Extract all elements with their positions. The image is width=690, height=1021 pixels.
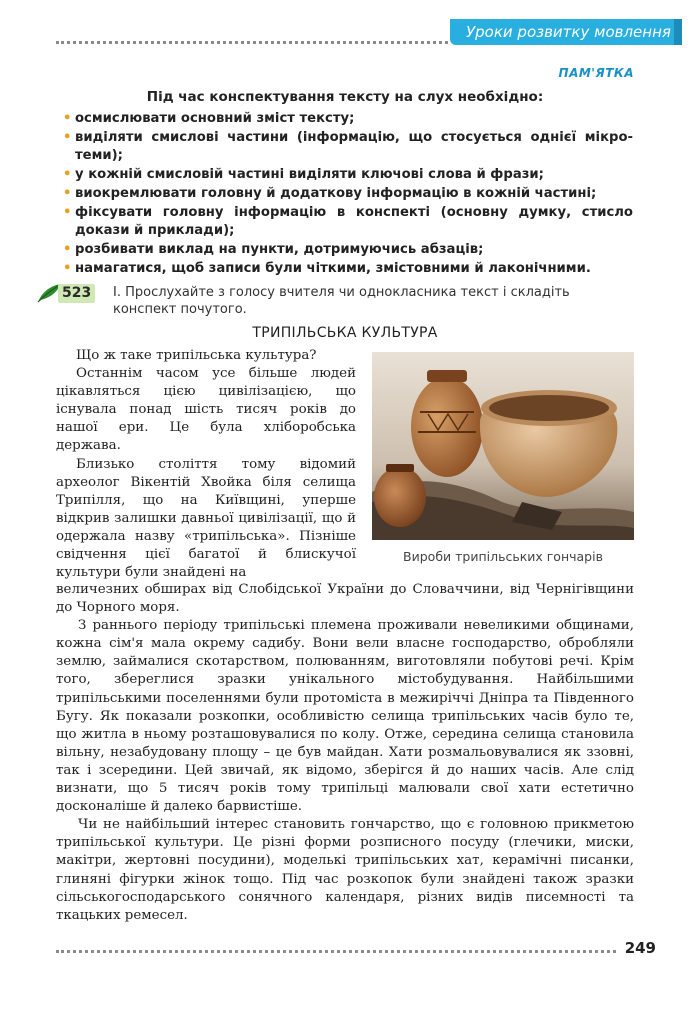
paragraph: Останнім часом усе більше людей цікавляться цією цивілізацією, що існувала понад шість тисяч років до нашої ери. Це була хліборобська держава. [56, 366, 356, 454]
memo-item: • у кожній смисловій частині виділяти ключові слова й фрази; [63, 166, 633, 185]
memo-item: • виокремлювати головну й додаткову інформацію в кожній частині; [63, 185, 633, 204]
exercise-instruction: І. Прослухайте з голосу вчителя чи однокласника текст і складіть конспект почутого. [113, 285, 570, 317]
bullet-icon: • [63, 260, 72, 276]
memo-item: • розбивати виклад на пункти, дотримуючись абзаців; [63, 241, 633, 260]
memo-item: • осмислювати основний зміст тексту; [63, 110, 633, 129]
bullet-icon: • [63, 129, 72, 145]
bullet-icon: • [63, 204, 72, 220]
bottom-dotted-rule [56, 950, 616, 953]
bullet-icon: • [63, 167, 72, 183]
bullet-icon: • [63, 111, 72, 126]
paragraph: величезних обширах від Слобідської України до Словаччини, від Чернігівщини до Чорного моря. [56, 582, 634, 616]
paragraph: Близько століття тому відомий археолог Вікентій Хвойка біля селища Трипілля, що на Київщині, уперше відкрив залишки давньої цивілізації, що й одержала назву «трипільська». Пізніше свідчення цієї багатої й блискучої культури були знайдені на [56, 456, 356, 581]
figure-caption: Вироби трипільських гончарів [403, 549, 603, 564]
page-number: 249 [624, 939, 656, 957]
memo-item: • намагатися, щоб записи були чіткими, змістовними й лаконічними. [63, 260, 633, 279]
memo-list [63, 110, 633, 278]
exercise-block [36, 284, 636, 318]
article-title: ТРИПІЛЬСЬКА КУЛЬТУРА [252, 325, 438, 341]
paragraph: Що ж таке трипільська культура? [76, 348, 317, 363]
pottery-illustration [372, 352, 634, 540]
paragraph: З раннього періоду трипільські племена проживали невеликими общинами, кожна сім'я мала окрему садибу. Вони вели власне господарство, обробляли землю, займалися скотарством, полюванням, виготовляли побутові речі. Крім того, збереглися зразки унікального містобудування. Найбільшими трипільськими поселеннями були протоміста в межиріччі Дніпра та Південного Бугу. Як показали розкопки, особливістю селища трипільських часів було те, що житла в ньому розташовувалися по колу. Отже, середина селища становила вільну, незабудовану площу – це був майдан. Хати розмальовувалися як ззовні, так і зсередини. Цей звичай, як відомо, зберігся й до наших часів. Але слід визнати, що 5 тисяч років тому трипільці малювали свої хати естетично досконаліше й далеко барвистіше. [56, 618, 634, 815]
article-full-text [56, 581, 634, 925]
bullet-icon: • [63, 241, 72, 257]
section-tab [450, 19, 682, 45]
article-column-text [56, 347, 356, 582]
memo-title: Під час конспектування тексту на слух необхідно: [146, 89, 544, 105]
memo-item: • фіксувати головну інформацію в конспекті (основну думку, стисло докази й приклади); [63, 204, 633, 239]
paragraph: Чи не найбільший інтерес становить гончарство, що є головною прикметою трипільської культури. Це різні форми розписного посуду (глечики, миски, макітри, жертовні посудини), моделькі трипільських хат, керамічні писанки, глиняні фігурки жінок тощо. Під час розкопок були знайдені також зразки сільськогосподарського сонячного календаря, різних видів писемності та ткацьких ремесел. [56, 817, 634, 923]
bullet-icon: • [63, 185, 72, 201]
top-dotted-rule [56, 41, 448, 44]
section-tab-label: Уроки розвитку мовлення [466, 23, 671, 41]
pottery-photo [372, 352, 634, 540]
section-tab-edge [674, 19, 682, 45]
exercise-number: 523 [58, 284, 95, 303]
memo-item: • виділяти смислові частини (інформацію, що стосується однієї мікро-теми); [63, 129, 633, 164]
memo-label: ПАМ'ЯТКА [558, 66, 634, 80]
